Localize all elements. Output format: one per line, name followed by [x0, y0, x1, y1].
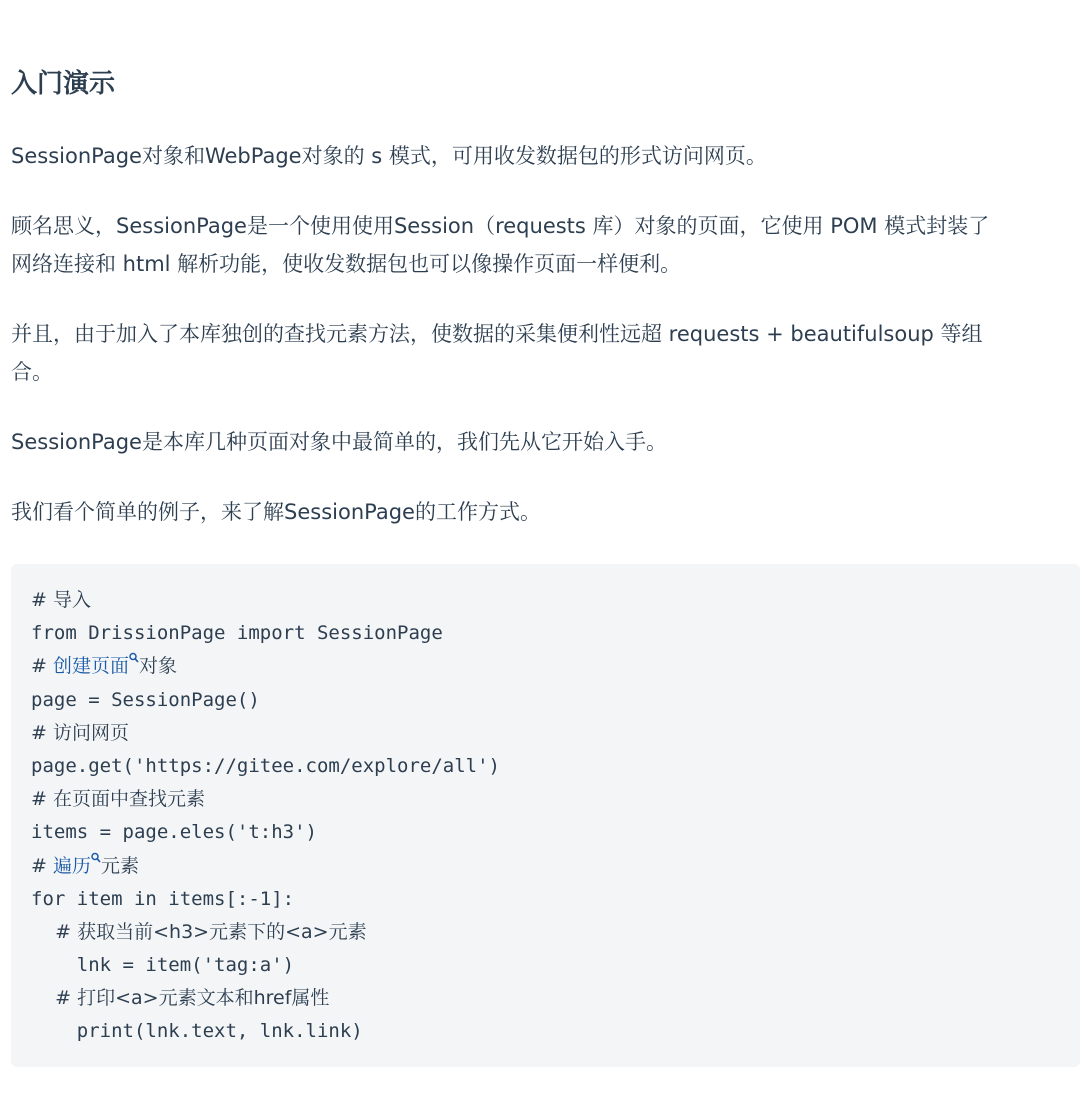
keyword-link-traverse[interactable]: 遍历	[52, 854, 91, 877]
paragraph-intro: SessionPage对象和WebPage对象的 s 模式，可用收发数据包的形式访问网页。	[11, 144, 767, 168]
keyword-link-create-page[interactable]: 创建页面	[52, 655, 129, 678]
code-line: # 导入	[31, 589, 91, 611]
code-line: from DrissionPage import SessionPage	[31, 622, 443, 645]
paragraph-feature-line2: 合。	[11, 360, 53, 384]
paragraph-example-intro: 我们看个简单的例子，来了解SessionPage的工作方式。	[11, 500, 541, 524]
code-line: print(lnk.text, lnk.link)	[31, 1020, 363, 1043]
code-line: # 创建页面 对象	[31, 650, 500, 683]
search-icon	[129, 652, 139, 664]
code-line: # 获取当前<h3>元素下的<a>元素	[31, 920, 367, 943]
code-line: # 遍历 元素	[31, 850, 500, 883]
code-line: page = SessionPage()	[31, 688, 260, 711]
section-heading: 入门演示	[11, 69, 116, 99]
code-line: items = page.eles('t:h3')	[31, 821, 317, 844]
code-line: page.get('https://gitee.com/explore/all')	[31, 754, 500, 777]
paragraph-description-line1: 顾名思义，SessionPage是一个使用使用Session（requests 库）对象的页面，它使用 POM 模式封装了	[11, 214, 990, 238]
paragraph-simplest: SessionPage是本库几种页面对象中最简单的，我们先从它开始入手。	[11, 430, 667, 454]
paragraph-feature-line1: 并且，由于加入了本库独创的查找元素方法，使数据的采集便利性远超 requests + beautifulsoup 等组	[11, 322, 983, 346]
code-line: lnk = item('tag:a')	[31, 954, 295, 977]
code-line: # 打印<a>元素文本和href属性	[31, 987, 330, 1010]
paragraph-description-line2: 网络连接和 html 解析功能，使收发数据包也可以像操作页面一样便利。	[11, 252, 682, 276]
code-block[interactable]	[11, 564, 1080, 1067]
search-icon	[91, 852, 101, 864]
code-content[interactable]	[31, 584, 500, 1049]
code-line: for item in items[:-1]:	[31, 887, 295, 910]
code-line: # 访问网页	[31, 721, 129, 744]
code-line: # 在页面中查找元素	[31, 788, 205, 811]
